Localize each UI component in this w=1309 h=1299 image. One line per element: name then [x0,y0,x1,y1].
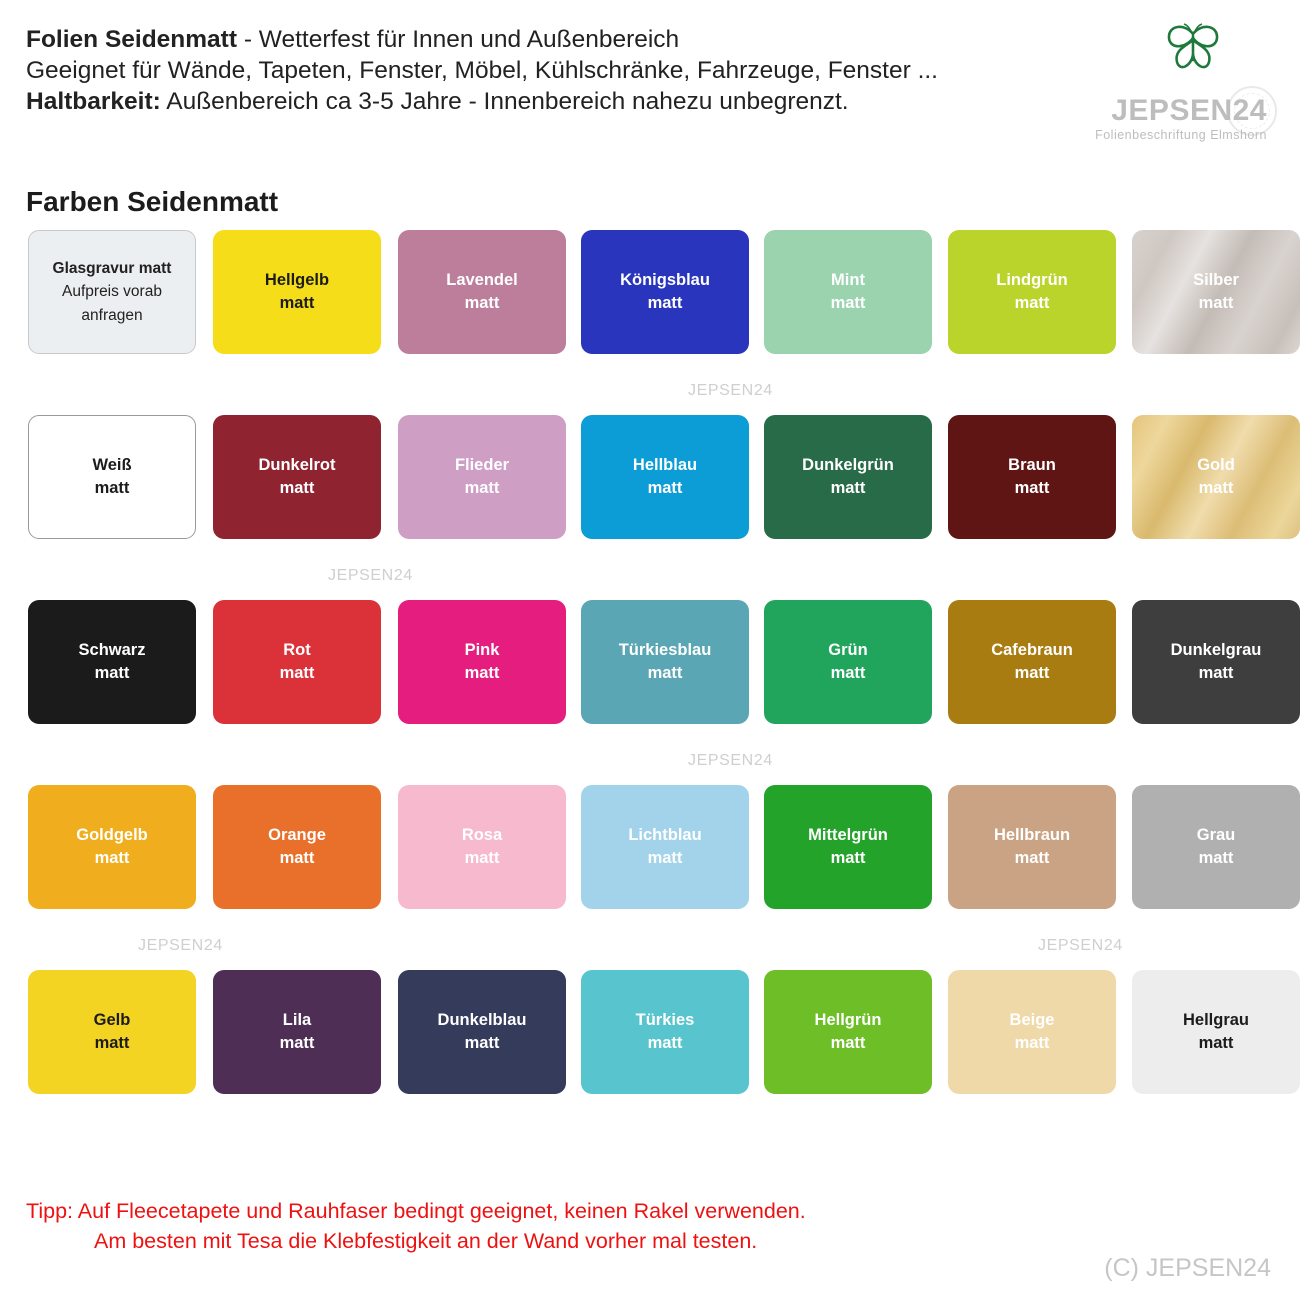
swatch-finish: matt [94,664,130,682]
swatch-name: Lindgrün [996,271,1068,290]
swatch-name: Beige [1009,1011,1055,1030]
swatch-name: Glasgravur matt [52,260,172,278]
swatch-finish: matt [279,479,315,497]
swatch-finish: matt [279,664,315,682]
swatch-name: Cafebraun [991,641,1073,660]
color-swatch-goldgelb[interactable] [28,785,196,909]
swatch-name: Gelb [93,1011,131,1030]
watermark-label: JEPSEN24 [328,567,413,584]
swatch-finish: matt [1014,479,1050,497]
swatch-finish: matt [1014,664,1050,682]
swatch-row [28,600,1278,785]
color-swatch-hellgrau[interactable] [1132,970,1300,1094]
swatch-name: Mint [831,271,865,290]
swatch-finish: matt [647,294,683,312]
swatch-row [28,970,1278,1155]
color-swatch-lichtblau[interactable] [581,785,749,909]
color-swatch-rosa[interactable] [398,785,566,909]
swatch-name: Dunkelblau [437,1011,527,1030]
swatch-row [28,415,1278,600]
swatch-finish: matt [647,849,683,867]
swatch-name: Silber [1193,271,1239,290]
swatch-finish: matt [464,1034,500,1052]
swatch-name: Türkies [635,1011,695,1030]
color-swatch-silber[interactable] [1132,230,1300,354]
header-line-1-rest: - Wetterfest für Innen und Außenbereich [237,26,680,53]
color-swatch-grün[interactable] [764,600,932,724]
swatch-name: Hellgelb [264,271,330,290]
color-swatch-dunkelgrau[interactable] [1132,600,1300,724]
swatch-finish: matt [1014,1034,1050,1052]
swatch-name: Lila [282,1011,312,1030]
tip-line-2: Am besten mit Tesa die Klebfestigkeit an der Wand vorher mal testen. [94,1229,758,1253]
swatch-name: Pink [464,641,500,660]
swatch-finish: matt [1198,849,1234,867]
color-swatch-pink[interactable] [398,600,566,724]
swatch-name: Gold [1197,456,1235,475]
swatch-finish: matt [830,664,866,682]
swatch-finish: matt [1198,479,1234,497]
swatch-finish: matt [1198,1034,1234,1052]
swatch-name: Hellgrün [814,1011,882,1030]
header-line-3-bold: Haltbarkeit: [26,88,161,115]
header-text-block [26,24,1156,117]
swatch-finish: matt [464,849,500,867]
swatch-name: Weiß [92,456,132,475]
header-line-2: Geeignet für Wände, Tapeten, Fenster, Möbel, Kühlschränke, Fahrzeuge, Fenster ... [26,57,938,84]
color-swatch-cafebraun[interactable] [948,600,1116,724]
swatch-finish: matt [1198,294,1234,312]
color-swatch-türkies[interactable] [581,970,749,1094]
brand-logo [1095,96,1267,142]
swatch-finish: matt [647,664,683,682]
color-swatch-beige[interactable] [948,970,1116,1094]
swatch-name: Orange [268,826,326,845]
swatch-name: Rot [283,641,311,660]
swatch-finish: matt [94,479,130,497]
color-swatch-gold[interactable] [1132,415,1300,539]
swatch-name: Braun [1008,456,1056,475]
watermark-label: JEPSEN24 [138,937,223,954]
color-swatch-lindgrün[interactable] [948,230,1116,354]
butterfly-icon [1163,22,1223,76]
header-line-3 [26,86,1156,117]
swatch-finish: matt [1014,849,1050,867]
swatch-finish: matt [830,849,866,867]
swatch-note-line-1: Aufpreis vorab [62,283,162,301]
swatch-finish: matt [464,294,500,312]
swatch-finish: matt [464,479,500,497]
color-swatch-grid [28,230,1278,1155]
swatch-name: Flieder [454,456,510,475]
swatch-name: Dunkelgrau [1170,641,1262,660]
swatch-name: Grau [1196,826,1236,845]
tip-note [26,1196,1126,1256]
color-swatch-grau[interactable] [1132,785,1300,909]
color-swatch-dunkelgrün[interactable] [764,415,932,539]
color-swatch-schwarz[interactable] [28,600,196,724]
swatch-name: Goldgelb [76,826,148,845]
swatch-name: Schwarz [78,641,146,660]
swatch-name: Mittelgrün [808,826,888,845]
page-title: Farben Seidenmatt [26,186,279,218]
brand-tagline: Folienbeschriftung Elmshorn [1095,128,1267,142]
color-swatch-mint[interactable] [764,230,932,354]
swatch-finish: matt [1014,294,1050,312]
swatch-finish: matt [1198,664,1234,682]
color-swatch-braun[interactable] [948,415,1116,539]
color-swatch-gelb[interactable] [28,970,196,1094]
swatch-note-line-2: anfragen [81,306,143,324]
color-swatch-rot[interactable] [213,600,381,724]
color-swatch-dunkelblau[interactable] [398,970,566,1094]
swatch-name: Königsblau [620,271,710,290]
watermark-label: JEPSEN24 [1038,937,1123,954]
swatch-finish: matt [830,479,866,497]
tip-line-1: Tipp: Auf Fleecetapete und Rauhfaser bedingt geeignet, keinen Rakel verwenden. [26,1199,806,1223]
swatch-name: Hellgrau [1182,1011,1250,1030]
color-swatch-lavendel[interactable] [398,230,566,354]
swatch-name: Hellbraun [993,826,1071,845]
swatch-name: Hellblau [632,456,698,475]
color-swatch-glasgravur-matt[interactable] [28,230,196,354]
watermark-label: JEPSEN24 [688,752,773,769]
color-swatch-hellblau[interactable] [581,415,749,539]
swatch-row [28,230,1278,415]
color-swatch-königsblau[interactable] [581,230,749,354]
brand-name: JEPSEN24 [1111,94,1267,127]
swatch-name: Lavendel [446,271,518,290]
color-swatch-türkiesblau[interactable] [581,600,749,724]
swatch-name: Lichtblau [628,826,702,845]
header-line-1 [26,24,1156,55]
swatch-finish: matt [464,664,500,682]
header-line-3-rest: Außenbereich ca 3-5 Jahre - Innenbereich nahezu unbegrenzt. [160,88,849,115]
swatch-finish: matt [279,849,315,867]
swatch-finish: matt [830,294,866,312]
swatch-finish: matt [279,294,315,312]
color-swatch-dunkelrot[interactable] [213,415,381,539]
copyright-label: (C) JEPSEN24 [1104,1254,1271,1282]
color-swatch-flieder[interactable] [398,415,566,539]
color-swatch-orange[interactable] [213,785,381,909]
swatch-name: Dunkelgrün [802,456,894,475]
header-line-1-bold: Folien Seidenmatt [26,26,238,53]
swatch-name: Grün [828,641,868,660]
swatch-finish: matt [94,1034,130,1052]
swatch-finish: matt [647,1034,683,1052]
color-swatch-lila[interactable] [213,970,381,1094]
swatch-name: Türkiesblau [618,641,712,660]
color-swatch-hellgelb[interactable] [213,230,381,354]
color-swatch-mittelgrün[interactable] [764,785,932,909]
color-swatch-hellbraun[interactable] [948,785,1116,909]
swatch-finish: matt [94,849,130,867]
swatch-name: Rosa [461,826,503,845]
color-swatch-hellgrün[interactable] [764,970,932,1094]
swatch-name: Dunkelrot [258,456,336,475]
color-swatch-weiß[interactable] [28,415,196,539]
swatch-finish: matt [830,1034,866,1052]
watermark-label: JEPSEN24 [688,382,773,399]
swatch-finish: matt [647,479,683,497]
swatch-finish: matt [279,1034,315,1052]
